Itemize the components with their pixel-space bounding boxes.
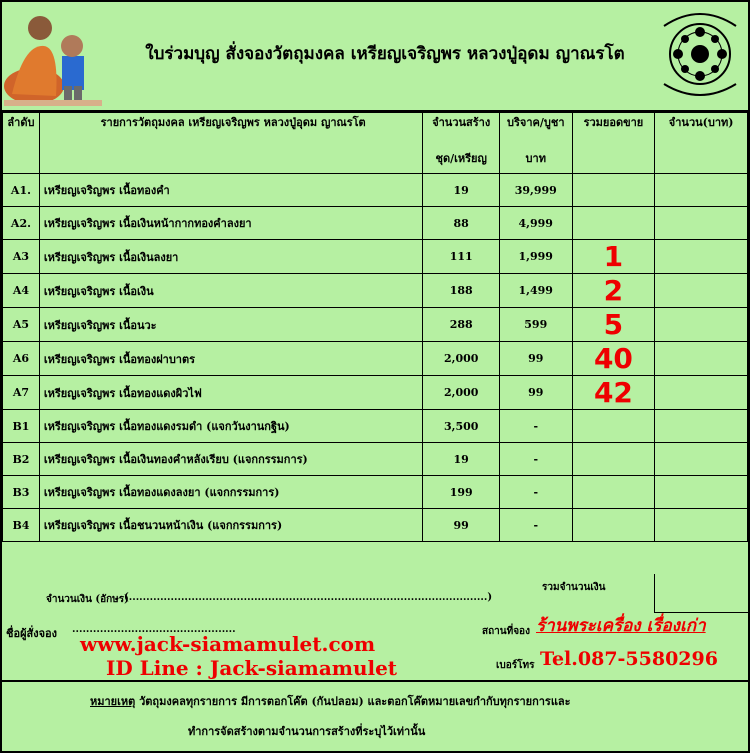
item-qty-text: 99 [453, 518, 469, 532]
item-qty-text: 19 [453, 452, 469, 466]
col-price-header-line2: บาท [525, 152, 546, 165]
table-row [3, 308, 748, 342]
item-name-text: เหรียญเจริญพร เนื้อทองฝาบาตร [43, 352, 196, 366]
phone-label: เบอร์โทร [496, 660, 535, 671]
item-qty-text: 111 [449, 250, 473, 263]
item-name-text: เหรียญเจริญพร เนื้อเงินทองคำหลังเรียบ (แจกกรรมการ) [43, 453, 308, 466]
item-price-text: 39,999 [514, 183, 557, 197]
item-price-text: - [533, 419, 539, 433]
item-price [499, 207, 572, 240]
orderer-field[interactable]: ............................................... [72, 624, 236, 635]
table-row [3, 274, 748, 308]
item-price [499, 240, 572, 274]
shop-logo [654, 6, 746, 102]
item-code [3, 207, 40, 240]
item-price [499, 174, 572, 207]
item-amount[interactable] [655, 274, 748, 308]
items-table [2, 112, 748, 542]
website-text: www.jack-siamamulet.com [80, 632, 376, 656]
item-qty-text: 2,000 [443, 352, 479, 365]
item-price-text: 99 [528, 386, 544, 399]
item-name [39, 240, 423, 274]
col-price-header-line1: บริจาค/บูชา [506, 116, 565, 129]
note-section [2, 682, 748, 751]
item-sold [572, 240, 655, 274]
item-code-text: A2. [10, 216, 31, 230]
item-code [3, 342, 40, 376]
form-footer [2, 574, 748, 678]
col-qty-header-line1: จำนวนสร้าง [432, 116, 491, 129]
item-price-text: - [533, 518, 539, 532]
line-id-text: ID Line : Jack-siamamulet [106, 656, 398, 680]
item-sold [572, 342, 655, 376]
item-name [39, 342, 423, 376]
item-code [3, 308, 40, 342]
item-price [499, 476, 572, 509]
item-price-text: - [533, 485, 539, 499]
item-price [499, 308, 572, 342]
table-row [3, 376, 748, 410]
item-qty [423, 308, 499, 342]
col-qty-header-line2: ชุด/เหรียญ [435, 152, 487, 165]
col-amount-header: จำนวน(บาท) [655, 113, 748, 174]
table-row [3, 240, 748, 274]
item-qty [423, 509, 499, 542]
item-name [39, 376, 423, 410]
item-amount[interactable] [655, 174, 748, 207]
item-code-text: A7 [12, 386, 30, 399]
item-code [3, 509, 40, 542]
table-header-row [3, 113, 748, 174]
item-sold-text: 2 [603, 274, 624, 307]
item-name [39, 274, 423, 308]
item-sold [572, 274, 655, 308]
item-qty [423, 376, 499, 410]
item-price-text: - [533, 452, 539, 466]
item-sold-text: 1 [603, 240, 624, 273]
item-name-text: เหรียญเจริญพร เนื้อเงินหน้ากากทองคำลงยา [43, 217, 252, 230]
table-row [3, 207, 748, 240]
item-code [3, 376, 40, 410]
item-sold [572, 410, 655, 443]
item-sold [572, 174, 655, 207]
item-name [39, 476, 423, 509]
col-name-header: รายการวัตถุมงคล เหรียญเจริญพร หลวงปู่อุดม ญาณรโต [39, 113, 423, 174]
table-row [3, 174, 748, 207]
table-row [3, 443, 748, 476]
item-qty [423, 443, 499, 476]
shop-name: ร้านพระเครื่อง เรื่องเก่า [536, 616, 706, 636]
table-row [3, 476, 748, 509]
item-sold-text: 40 [593, 342, 633, 375]
item-name-text: เหรียญเจริญพร เนื้อเงิน [43, 284, 154, 298]
place-label: สถานที่จอง [482, 626, 530, 637]
item-code-text: A4 [12, 284, 30, 297]
total-label: รวมจำนวนเงิน [542, 582, 606, 593]
item-amount[interactable] [655, 308, 748, 342]
item-price [499, 376, 572, 410]
item-code [3, 410, 40, 443]
table-row [3, 410, 748, 443]
item-code-text: A6 [12, 352, 30, 365]
item-code [3, 274, 40, 308]
item-amount[interactable] [655, 376, 748, 410]
item-qty-text: 2,000 [443, 386, 479, 399]
item-name-text: เหรียญเจริญพร เนื้อนวะ [43, 318, 157, 332]
phone-number: Tel.087-5580296 [540, 648, 718, 670]
item-name [39, 509, 423, 542]
col-qty-header [423, 113, 499, 174]
item-code [3, 443, 40, 476]
item-qty [423, 207, 499, 240]
col-no-header: ลำดับ [3, 113, 40, 174]
note-text-1: วัตถุมงคลทุกรายการ มีการตอกโค๊ต (กันปลอม) และตอกโค๊ตหมายเลขกำกับทุกรายการและ [135, 695, 571, 708]
item-qty-text: 88 [453, 216, 469, 230]
item-code [3, 240, 40, 274]
item-qty [423, 476, 499, 509]
item-sold [572, 476, 655, 509]
item-qty [423, 174, 499, 207]
item-name [39, 410, 423, 443]
item-code-text: A3 [12, 250, 30, 263]
item-name-text: เหรียญเจริญพร เนื้อทองแดงลงยา (แจกกรรมการ) [43, 486, 280, 499]
item-name [39, 443, 423, 476]
form-header [2, 2, 748, 112]
item-name-text: เหรียญเจริญพร เนื้อชนวนหน้าเงิน (แจกกรรมการ) [43, 519, 283, 532]
item-sold [572, 207, 655, 240]
item-sold-text: 42 [593, 376, 633, 409]
item-price [499, 509, 572, 542]
item-qty [423, 274, 499, 308]
note-line-2: ทำการจัดสร้างตามจำนวนการสร้างที่ระบุไว้เท่านั้น [188, 725, 426, 738]
table-row [3, 342, 748, 376]
item-qty-text: 3,500 [443, 419, 479, 433]
item-name-text: เหรียญเจริญพร เนื้อทองแดงรมดำ (แจกวันงานกฐิน) [43, 420, 290, 433]
total-amount-box[interactable] [654, 574, 749, 613]
item-qty [423, 240, 499, 274]
form-title: ใบร่วมบุญ สั่งจองวัตถุมงคล เหรียญเจริญพร หลวงปู่อุดม ญาณรโต [145, 44, 625, 64]
monk-photo [4, 4, 102, 106]
item-price-text: 1,499 [518, 284, 553, 297]
item-amount[interactable] [655, 476, 748, 509]
item-price [499, 342, 572, 376]
item-price-text: 99 [528, 352, 544, 365]
note-label: หมายเหตุ [90, 695, 136, 708]
item-amount[interactable] [655, 207, 748, 240]
item-qty [423, 410, 499, 443]
item-price [499, 443, 572, 476]
item-qty-text: 19 [453, 183, 469, 197]
item-qty-text: 188 [449, 284, 473, 297]
item-code-text: B3 [12, 485, 30, 499]
col-price-header [499, 113, 572, 174]
note-line-1 [90, 692, 571, 710]
item-price [499, 274, 572, 308]
col-sold-header: รวมยอดขาย [572, 113, 655, 174]
item-sold [572, 376, 655, 410]
orderer-label: ชื่อผู้สั่งจอง [6, 627, 58, 640]
item-price-text: 599 [524, 318, 548, 331]
item-qty-text: 199 [449, 485, 473, 499]
item-name [39, 207, 423, 240]
item-amount[interactable] [655, 443, 748, 476]
item-amount[interactable] [655, 240, 748, 274]
item-code-text: A1. [10, 183, 31, 197]
item-qty-text: 288 [449, 318, 473, 331]
item-sold [572, 509, 655, 542]
item-name [39, 308, 423, 342]
item-code-text: B1 [12, 419, 30, 433]
item-amount[interactable] [655, 509, 748, 542]
item-name-text: เหรียญเจริญพร เนื้อทองคำ [43, 184, 170, 197]
item-sold [572, 308, 655, 342]
item-price [499, 410, 572, 443]
amount-words-label: จำนวนเงิน (อักษร) [46, 594, 129, 605]
item-name-text: เหรียญเจริญพร เนื้อเงินลงยา [43, 250, 179, 264]
item-amount[interactable] [655, 410, 748, 443]
item-sold-text: 5 [603, 308, 624, 341]
item-code [3, 476, 40, 509]
item-sold [572, 443, 655, 476]
amount-words-field[interactable]: (.......................................................................................................) [124, 592, 493, 603]
table-row [3, 509, 748, 542]
item-name [39, 174, 423, 207]
item-name-text: เหรียญเจริญพร เนื้อทองแดงผิวไฟ [43, 386, 202, 400]
item-price-text: 1,999 [518, 250, 553, 263]
item-price-text: 4,999 [518, 216, 553, 230]
item-code-text: A5 [12, 318, 30, 331]
item-code-text: B2 [12, 452, 30, 466]
item-code [3, 174, 40, 207]
item-amount[interactable] [655, 342, 748, 376]
item-qty [423, 342, 499, 376]
item-code-text: B4 [12, 518, 30, 532]
